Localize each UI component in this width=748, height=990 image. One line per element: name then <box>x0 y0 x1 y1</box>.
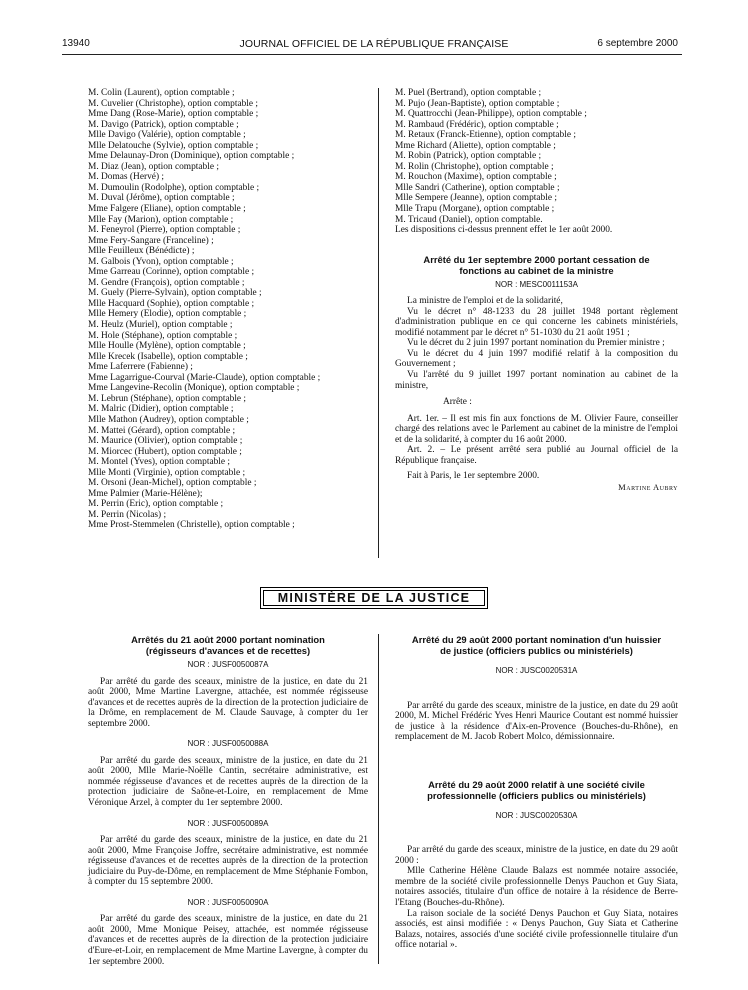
left-list-entry: Mme Palmier (Marie-Hélène); <box>88 488 203 499</box>
arrete-societe-title: Arrêté du 29 août 2000 relatif à une société civile professionnelle (officiers publics ou ministériels) <box>427 778 646 801</box>
arrete-1sept-arrete: Arrête : <box>443 397 472 408</box>
right-column-bottom <box>395 634 678 951</box>
left-list-entry: M. Hole (Stéphane), option comptable ; <box>88 330 238 341</box>
arrete-societe-p3: La raison sociale de la société Denys Pauchon et Guy Siata, notaires associés, est ainsi modifiée : « Denys Pauchon, Guy Siata et Catherine Balazs, notaires, associés d'une société civile professionnelle titulaire d'un office notarial ». <box>395 908 678 951</box>
left-column-bottom <box>88 634 368 967</box>
column-divider-top <box>378 88 379 558</box>
arrete-1sept-signature: Martine Aubry <box>618 481 678 492</box>
arretes-21aout-nor4: NOR : JUSF0050090A <box>187 897 269 907</box>
left-list-entry: M. Dumoulin (Rodolphe), option comptable ; <box>88 182 260 193</box>
left-list-entry: M. Davigo (Patrick), option comptable ; <box>88 119 239 130</box>
right-list-entry: M. Quattrocchi (Jean-Philippe), option comptable ; <box>395 109 587 120</box>
left-list-entry: Mlle Feuilleux (Bénédicte) ; <box>88 246 195 257</box>
left-list-entry: M. Feneyrol (Pierre), option comptable ; <box>88 225 241 236</box>
right-list-entry: M. Pujo (Jean-Baptiste), option comptable ; <box>395 98 560 109</box>
left-list-entry: M. Duval (Jérôme), option comptable ; <box>88 193 235 204</box>
arrete-huissier-nor: NOR : JUSC0020531A <box>495 666 578 675</box>
left-list-entry: M. Diaz (Jean), option comptable ; <box>88 161 219 172</box>
left-list-entry: Mlle Davigo (Valérie), option comptable ; <box>88 130 246 141</box>
left-list-entry: Mme Lagarrigue-Courval (Marie-Claude), option comptable ; <box>88 372 321 383</box>
left-list-entry: Mlle Delatouche (Sylvie), option comptable ; <box>88 140 259 151</box>
left-list-entry: M. Heulz (Muriel), option comptable ; <box>88 320 233 331</box>
left-list-entry: M. Maurice (Olivier), option comptable ; <box>88 436 243 447</box>
left-name-list <box>88 88 368 531</box>
right-list-entry: Mme Richard (Aliette), option comptable ; <box>395 140 556 151</box>
column-divider-bottom <box>378 634 379 964</box>
left-list-entry: Mme Garreau (Corinne), option comptable ; <box>88 267 255 278</box>
arrete-1sept-p4: Vu le décret du 4 juin 1997 modifié relatif à la composition du Gouvernement ; <box>395 348 678 370</box>
left-list-entry: Mme Dang (Rose-Marie), option comptable ; <box>88 109 259 120</box>
left-list-entry: Mme Laferrere (Fabienne) ; <box>88 362 193 373</box>
left-list-entry: Mlle Hemery (Elodie), option comptable ; <box>88 309 247 320</box>
arretes-21aout-nor3: NOR : JUSF0050089A <box>187 818 269 828</box>
arretes-21aout-p1: Par arrêté du garde des sceaux, ministre de la justice, en date du 21 août 2000, Mme Martine Lavergne, attachée, est nommée régisseuse d'avances et de recettes auprès de la direction de la protection judiciaire de la Drôme, en remplacement de M. Claude Sauvage, à compter du 1er septembre 2000. <box>88 676 368 729</box>
left-list-entry: M. Mattei (Gérard), option comptable ; <box>88 425 236 436</box>
arretes-21aout-nor1: NOR : JUSF0050087A <box>187 660 269 669</box>
right-list-entry: M. Rolin (Christophe), option comptable ; <box>395 161 554 172</box>
ministry-title-box <box>260 587 488 609</box>
left-list-entry: M. Malric (Didier), option comptable ; <box>88 404 234 415</box>
arrete-1sept-art1: Art. 1er. – Il est mis fin aux fonctions de M. Olivier Faure, conseiller chargé des relations avec le Parlement au cabinet de la ministre de l'emploi et de la solidarité, à compter du 16 août 2000. <box>395 413 678 445</box>
arrete-huissier-p1: Par arrêté du garde des sceaux, ministre de la justice, en date du 29 août 2000, M. Michel Frédéric Yves Henri Maurice Coutant est nommé huissier de justice à la résidence d'Aix-en-Provence (Bouches-du-Rhône), en remplacement de M. Jacob Robert Molco, démissionnaire. <box>395 700 678 743</box>
left-list-entry: Mme Delaunay-Dron (Dominique), option comptable ; <box>88 151 295 162</box>
arretes-21aout-p4: Par arrêté du garde des sceaux, ministre de la justice, en date du 21 août 2000, Mme Monique Peisey, attachée, est nommée régisseuse d'avances et de recettes auprès de la direction de la protection judiciaire d'Eure-et-Loir, en remplacement de Mme Martine Lavergne, à compter du 1er septembre 2000. <box>88 914 368 967</box>
left-list-entry: Mme Falgere (Eliane), option comptable ; <box>88 204 246 215</box>
arrete-1sept-art2: Art. 2. – Le présent arrêté sera publié au Journal officiel de la République française. <box>395 445 678 466</box>
left-list-entry: M. Guely (Pierre-Sylvain), option comptable ; <box>88 288 262 299</box>
arrete-societe-p2: Mlle Catherine Hélène Claude Balazs est nommée notaire associée, membre de la société civile professionnelle Denys Pauchon et Guy Siata, notaires associés, titulaire d'un office de notaire à la résidence de Berre-l'Etang (Bouches-du-Rhône). <box>395 866 678 909</box>
arrete-1sept-p1: La ministre de l'emploi et de la solidarité, <box>407 296 563 307</box>
left-list-entry: M. Cuvelier (Christophe), option comptable ; <box>88 98 259 109</box>
left-list-entry: Mme Langevine-Recolin (Monique), option comptable ; <box>88 383 300 394</box>
arretes-21aout-title: Arrêtés du 21 août 2000 portant nomination (régisseurs d'avances et de recettes) <box>131 634 325 656</box>
right-list-entry: Mlle Sandri (Catherine), option comptable ; <box>395 182 560 193</box>
right-name-list <box>395 88 678 225</box>
arrete-1sept-p2: Vu le décret n° 48-1233 du 28 juillet 1948 portant règlement d'administration publique en ce qui concerne les cabinets ministériels, modifié notamment par le décret n° 51-1030 du 21 août 1951 ; <box>395 306 678 338</box>
right-list-entry: M. Rambaud (Frédéric), option comptable ; <box>395 119 559 130</box>
header-rule <box>62 54 682 55</box>
right-list-entry: M. Tricaud (Daniel), option comptable. <box>395 214 543 225</box>
right-column-top <box>395 88 678 493</box>
ministry-title: MINISTÈRE DE LA JUSTICE <box>263 590 485 606</box>
arrete-huissier-title: Arrêté du 29 août 2000 portant nomination d'un huissier de justice (officiers publics ou ministériels) <box>411 634 662 656</box>
left-list-entry: M. Miorcec (Hubert), option comptable ; <box>88 446 242 457</box>
left-list-entry: Mlle Houlle (Mylène), option comptable ; <box>88 341 246 352</box>
left-list-entry: M. Gendre (François), option comptable ; <box>88 277 245 288</box>
list-closing-text: Les dispositions ci-dessus prennent effet le 1er août 2000. <box>395 225 613 236</box>
left-list-entry: M. Orsoni (Jean-Michel), option comptable ; <box>88 478 257 489</box>
right-list-entry: Mlle Trapu (Morgane), option comptable ; <box>395 204 555 215</box>
left-list-entry: Mlle Mathon (Audrey), option comptable ; <box>88 414 249 425</box>
arrete-1sept-fait: Fait à Paris, le 1er septembre 2000. <box>407 471 540 482</box>
right-list-entry: M. Rouchon (Maxime), option comptable ; <box>395 172 557 183</box>
right-list-entry: M. Robin (Patrick), option comptable ; <box>395 151 542 162</box>
left-list-entry: M. Colin (Laurent), option comptable ; <box>88 88 235 98</box>
left-list-entry: Mlle Krecek (Isabelle), option comptable ; <box>88 351 248 362</box>
arrete-1sept-p3: Vu le décret du 2 juin 1997 portant nomination du Premier ministre ; <box>407 338 665 349</box>
left-list-entry: Mlle Fay (Marion), option comptable ; <box>88 214 234 225</box>
left-list-entry: Mlle Hacquard (Sophie), option comptable ; <box>88 298 255 309</box>
arretes-21aout-p3: Par arrêté du garde des sceaux, ministre de la justice, en date du 21 août 2000, Mme Françoise Joffre, secrétaire administrative, est nommée régisseuse d'avances et de recettes auprès de la direction de la protection judiciaire du Puy-de-Dôme, en remplacement de Mme Stéphanie Fombon, à compter du 15 septembre 2000. <box>88 835 368 888</box>
left-list-entry: M. Perrin (Eric), option comptable ; <box>88 499 224 510</box>
arretes-21aout-p2: Par arrêté du garde des sceaux, ministre de la justice, en date du 21 août 2000, Mlle Marie-Noëlle Cantin, secrétaire administrative, est nommée régisseuse d'avances et de recettes auprès de la direction de la protection judiciaire de Saône-et-Loire, en remplacement de Mme Véronique Arzel, à compter du 1er septembre 2000. <box>88 755 368 809</box>
right-list-entry: M. Puel (Bertrand), option comptable ; <box>395 88 542 98</box>
arretes-21aout-nor2: NOR : JUSF0050088A <box>187 739 269 749</box>
page-number: 13940 <box>62 38 90 49</box>
arrete-1sept-title: Arrêté du 1er septembre 2000 portant cessation de fonctions au cabinet de la ministre <box>423 253 650 276</box>
left-list-entry: M. Lebrun (Stéphane), option comptable ; <box>88 393 247 404</box>
left-list-entry: M. Perrin (Nicolas) ; <box>88 509 167 520</box>
journal-title: JOURNAL OFFICIEL DE LA RÉPUBLIQUE FRANÇAISE <box>239 38 509 50</box>
arrete-societe-nor: NOR : JUSC0020530A <box>495 810 578 820</box>
right-list-entry: Mlle Sempere (Jeanne), option comptable ; <box>395 193 557 204</box>
left-list-entry: M. Galbois (Yvon), option comptable ; <box>88 256 234 267</box>
page-date: 6 septembre 2000 <box>597 38 678 49</box>
arrete-1sept-nor: NOR : MESC0011153A <box>495 279 578 289</box>
left-list-entry: Mme Fery-Sangare (Franceline) ; <box>88 235 214 246</box>
left-list-entry: Mlle Monti (Virginie), option comptable ; <box>88 467 246 478</box>
right-list-entry: M. Retaux (Franck-Etienne), option comptable ; <box>395 130 576 141</box>
arrete-1sept-p5: Vu l'arrêté du 9 juillet 1997 portant nomination au cabinet de la ministre, <box>395 370 678 391</box>
arrete-societe-p1: Par arrêté du garde des sceaux, ministre de la justice, en date du 29 août 2000 : <box>395 845 678 866</box>
left-list-entry: M. Montel (Yves), option comptable ; <box>88 457 231 468</box>
left-list-entry: M. Domas (Hervé) ; <box>88 172 165 183</box>
left-list-entry: Mme Prost-Stemmelen (Christelle), option comptable ; <box>88 520 295 531</box>
